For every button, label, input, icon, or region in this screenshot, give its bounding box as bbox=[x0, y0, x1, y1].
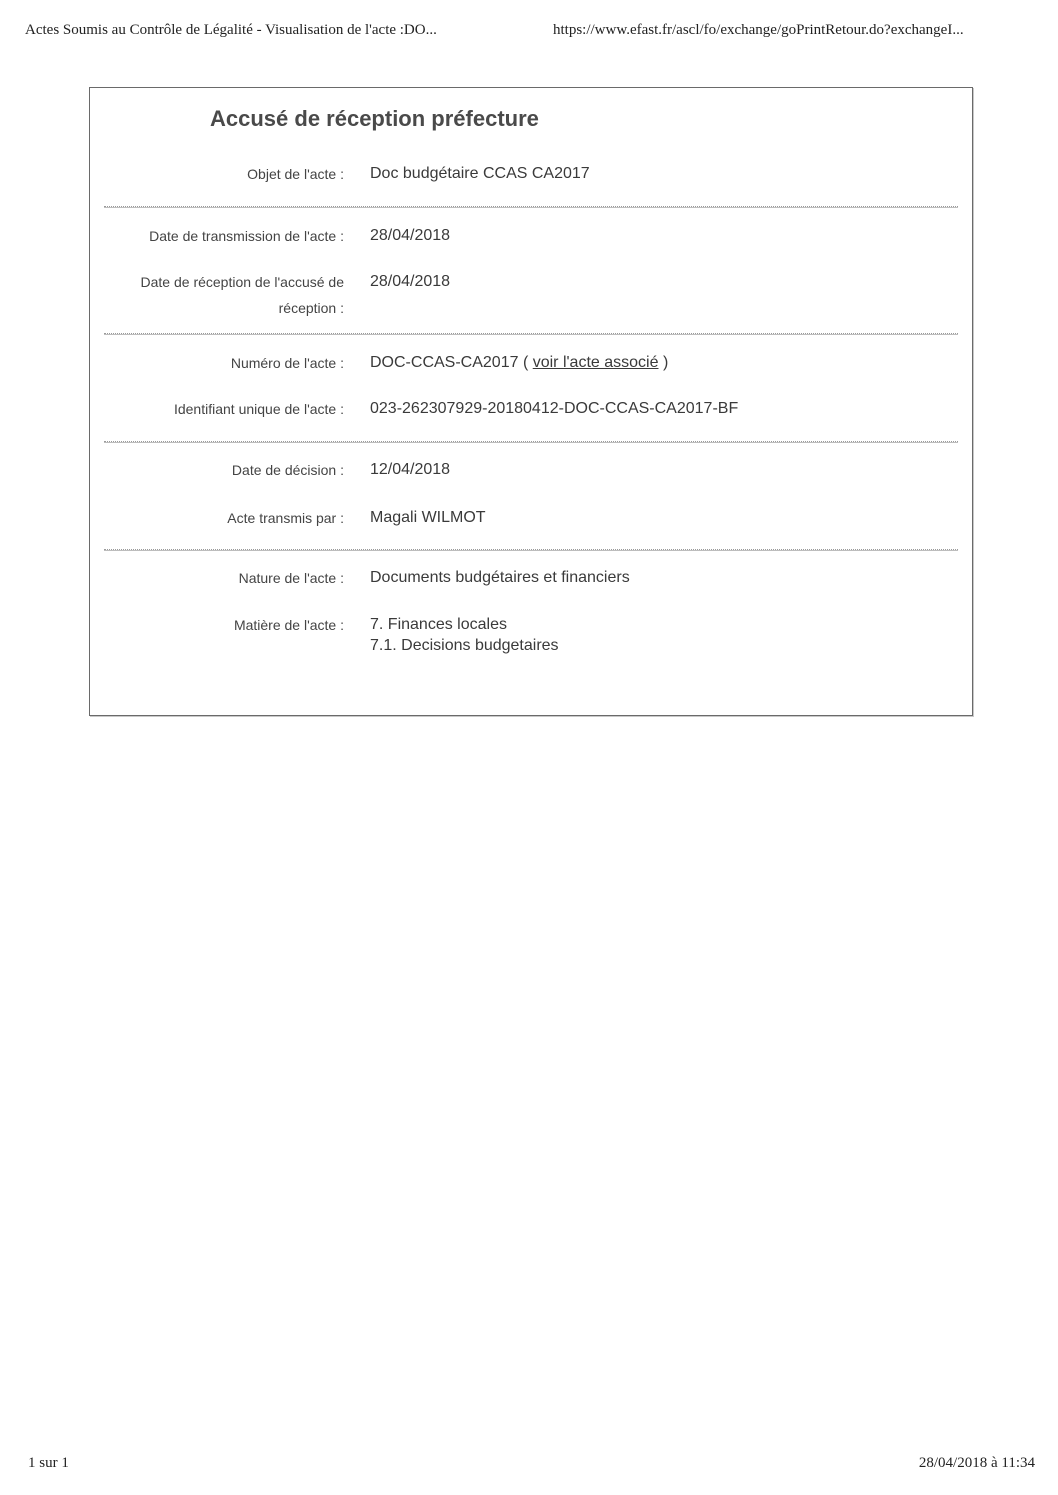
link-open-paren: ( bbox=[522, 354, 529, 371]
nature-label: Nature de l'acte : bbox=[238, 570, 344, 586]
print-page-number: 1 sur 1 bbox=[28, 1455, 69, 1471]
nature-value: Documents budgétaires et financiers bbox=[370, 569, 630, 586]
numero-value: DOC-CCAS-CA2017 bbox=[370, 354, 519, 371]
identifiant-label: Identifiant unique de l'acte : bbox=[173, 401, 344, 417]
print-header bbox=[0, 22, 1058, 46]
receipt-panel bbox=[89, 87, 973, 716]
decision-label: Date de décision : bbox=[231, 462, 344, 478]
numero-label: Numéro de l'acte : bbox=[230, 355, 344, 371]
separator bbox=[104, 206, 958, 208]
print-url: https://www.efast.fr/ascl/fo/exchange/goPrintRetour.do?exchangeI... bbox=[553, 22, 964, 38]
transmis-par-label: Acte transmis par : bbox=[227, 510, 344, 526]
reception-value: 28/04/2018 bbox=[370, 273, 451, 290]
reception-label-line2: réception : bbox=[278, 300, 344, 316]
identifiant-value: 023-262307929-20180412-DOC-CCAS-CA2017-BF bbox=[370, 400, 739, 417]
objet-value: Doc budgétaire CCAS CA2017 bbox=[370, 165, 590, 182]
link-close-paren: ) bbox=[662, 354, 669, 371]
print-datetime: 28/04/2018 à 11:34 bbox=[918, 1455, 1035, 1471]
transmis-par-value: Magali WILMOT bbox=[370, 509, 486, 526]
voir-acte-associe-link[interactable]: voir l'acte associé bbox=[532, 354, 659, 371]
matiere-label: Matière de l'acte : bbox=[233, 617, 344, 633]
transmission-label: Date de transmission de l'acte : bbox=[149, 228, 344, 244]
decision-value: 12/04/2018 bbox=[370, 461, 451, 478]
separator bbox=[104, 333, 958, 335]
objet-label: Objet de l'acte : bbox=[247, 166, 344, 182]
separator bbox=[104, 549, 958, 551]
matiere-value-line2: 7.1. Decisions budgetaires bbox=[370, 637, 559, 654]
reception-label-line1: Date de réception de l'accusé de bbox=[140, 274, 344, 290]
numero-value-group bbox=[370, 352, 668, 373]
print-page-title: Actes Soumis au Contrôle de Légalité - Visualisation de l'acte :DO... bbox=[25, 22, 437, 38]
transmission-value: 28/04/2018 bbox=[370, 227, 451, 244]
receipt-title: Accusé de réception préfecture bbox=[210, 106, 539, 131]
matiere-value-line1: 7. Finances locales bbox=[370, 616, 507, 633]
print-footer bbox=[0, 1455, 1058, 1479]
separator bbox=[104, 441, 958, 443]
